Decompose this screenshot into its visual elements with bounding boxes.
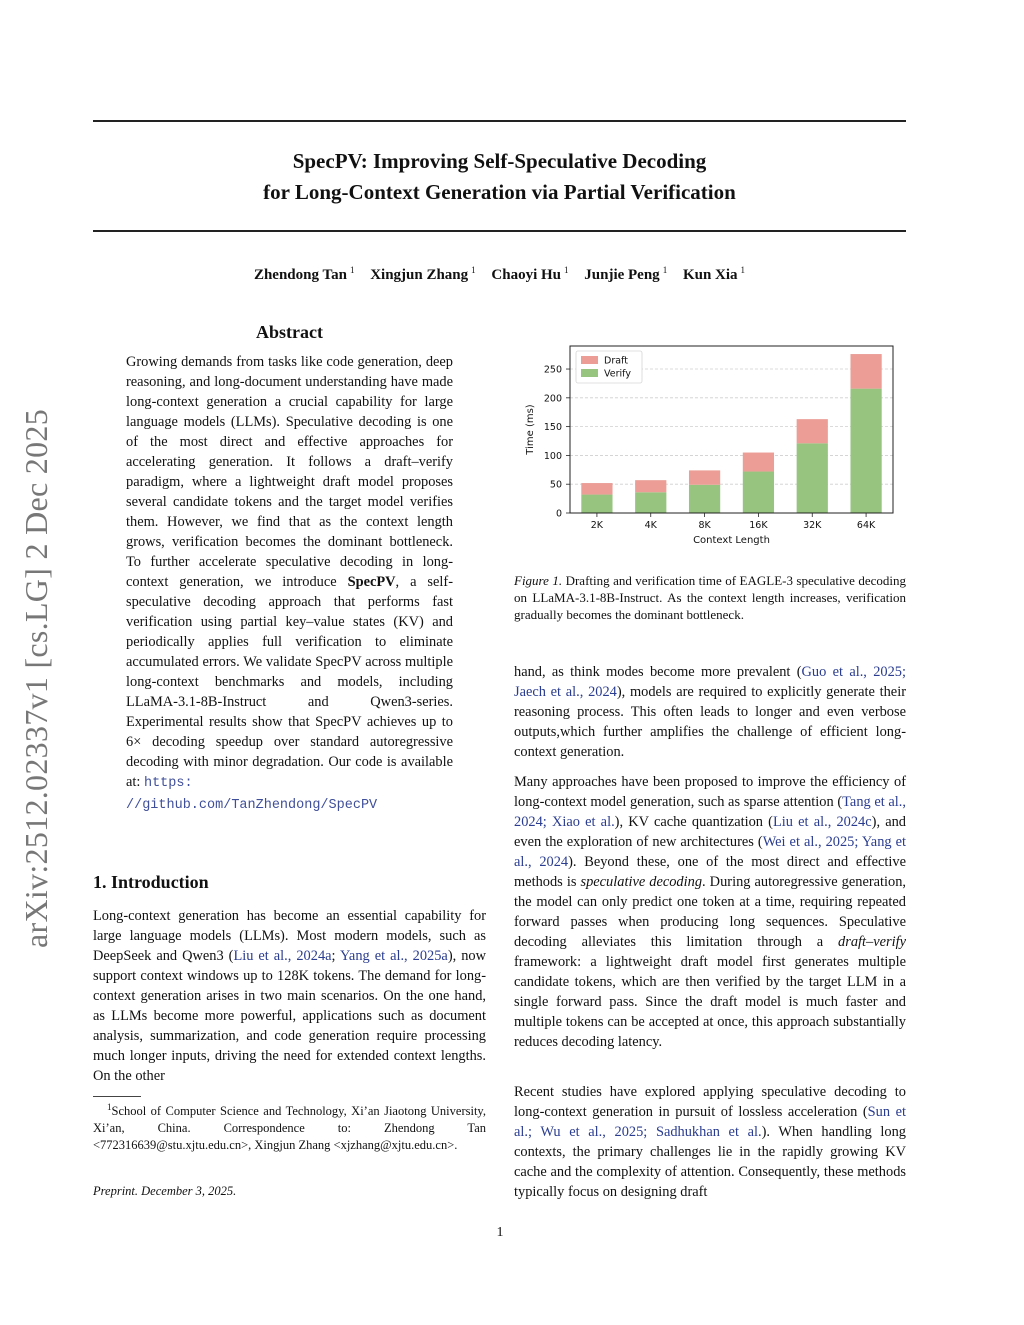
x-tick-label: 16K: [749, 520, 768, 531]
preprint-note: Preprint. December 3, 2025.: [93, 1184, 237, 1198]
right-paragraph-3: Recent studies have explored applying speculative decoding to long-context generation in pursuit of lossless acceleration (Sun et al.; Wu et al., 2025; Sadhukhan et al.). When handling long contexts, the primary challenges lie in the rapidly growing KV cache and the complexity of attention. Consequently, these methods typically focus on designing draft: [514, 1084, 906, 1200]
intro-heading: 1. Introduction: [93, 872, 209, 892]
method-name: SpecPV: [347, 574, 396, 590]
bar-verify: [689, 485, 720, 513]
title-top-rule: [93, 120, 906, 122]
y-tick-label: 100: [543, 450, 562, 462]
abstract-body: Growing demands from tasks like code generation, deep reasoning, and long-document understanding have made long-context generation a crucial capability for large language models (LLMs). Speculative decoding is one of the most direct and effective approaches for accelerating generation. It follows a draft–verify paradigm, where a lightweight draft model proposes several candidate tokens and the target model verifies them. However, we find that as the context length grows, verification becomes the dominant bottleneck. To further accelerate speculative decoding in long-context generation, we introduce SpecPV, a self-speculative decoding approach that performs fast verification using partial key–value states (KV) and periodically applies full verification to eliminate accumulated errors. We validate SpecPV across multiple long-context benchmarks and models, including LLaMA-3.1-8B-Instruct and Qwen3-series. Experimental results show that SpecPV achieves up to 6× decoding speedup over standard autoregressive decoding with minor degradation. Our code is available at: https: //github.com/TanZhendong/SpecPV: [126, 354, 453, 813]
author: Zhendong Tan $^1$: [253, 265, 355, 283]
legend-swatch: [581, 356, 598, 364]
author: Junjie Peng $^1$: [584, 265, 668, 283]
abstract-heading: Abstract: [256, 322, 323, 342]
title-line-2: for Long-Context Generation via Partial Verification: [263, 180, 736, 204]
footnote-rule: [93, 1096, 141, 1097]
right-paragraph-2: Many approaches have been proposed to improve the efficiency of long-context model generation, such as sparse attention (Tang et al., 2024; Xiao et al.), KV cache quantization (Liu et al., 2024c), and even the exploration of new architectures (Wei et al., 2025; Yang et al., 2024). Beyond these, one of the most direct and effective methods is speculative decoding. During autoregressive generation, the model can only predict one token at a time, requiring repeated forward passes when producing long sequences. Speculative decoding alleviates this limitation through a draft–verify framework: a lightweight draft model first generates multiple candidate tokens, which are then verified by the target LLM in a single forward pass. Since the draft model is much faster and multiple tokens can be accepted at once, this approach substantially reduces decoding latency.: [514, 774, 907, 1050]
y-tick-label: 150: [543, 422, 562, 434]
author: Kun Xia $^1$: [682, 265, 746, 283]
y-axis-label: Time (ms): [525, 404, 536, 455]
right-paragraph-1: hand, as think modes become more prevalent (Guo et al., 2025; Jaech et al., 2024), models are required to explicitly generate their reasoning process. This often leads to longer and even verbose outputs,which further amplifies the challenge of efficient long-context generation.: [514, 664, 906, 760]
bar-chart: [515, 338, 906, 556]
bar-verify: [797, 443, 828, 513]
bar-verify: [743, 472, 774, 513]
legend-swatch: [581, 369, 598, 377]
figure-caption: Figure 1. Drafting and verification time of EAGLE-3 speculative decoding on LLaMA-3.1-8B-Instruct. As the context length increases, verification gradually becomes the dominant bottleneck.: [514, 573, 907, 622]
citation-link[interactable]: Sun et al.; Wu et al., 2025; Sadhukhan et al.: [514, 1104, 906, 1140]
citation-link[interactable]: Tang et al., 2024; Xiao et al.: [514, 794, 906, 830]
legend-label: Verify: [604, 368, 631, 380]
intro-paragraph: Long-context generation has become an essential capability for large language models (LLMs). Most modern models, such as DeepSeek and Qwen3 (Liu et al., 2024a; Yang et al., 2025a), now support context windows up to 128K tokens. The demand for long-context generation arises in two main scenarios. On the one hand, as LLMs become more powerful, applications such as document analysis, summarization, and code generation require processing much longer inputs, driving the need for extended context lengths. On the other: [93, 908, 486, 1084]
x-tick-label: 4K: [644, 520, 657, 531]
x-axis-label: Context Length: [693, 535, 770, 546]
y-tick-label: 200: [543, 393, 562, 405]
y-tick-label: 50: [549, 479, 562, 491]
y-tick-label: 250: [543, 364, 562, 376]
bar-draft: [581, 483, 612, 495]
code-url[interactable]: https: //github.com/TanZhendong/SpecPV: [126, 776, 378, 813]
paper-title: [93, 146, 906, 208]
citation-link[interactable]: Liu et al., 2024a: [233, 948, 332, 964]
x-tick-label: 32K: [803, 520, 822, 531]
bar-draft: [689, 470, 720, 484]
author: Chaoyi Hu $^1$: [491, 265, 569, 283]
author-list: [93, 265, 906, 284]
x-tick-label: 8K: [698, 520, 711, 531]
footnote: $^1$School of Computer Science and Technology, Xi’an Jiaotong University, Xi’an, China. Correspondence to: Zhendong Tan <772316639@stu.xjtu.edu.cn>, Xingjun Zhang <xjzhang@xjtu.edu.cn>.: [93, 1102, 486, 1153]
bar-verify: [581, 495, 612, 513]
y-tick-label: 0: [555, 508, 562, 520]
citation-link[interactable]: Wei et al., 2025; Yang et al., 2024: [514, 834, 906, 870]
legend-label: Draft: [604, 355, 628, 367]
arxiv-side-stamp: arXiv:2512.02337v1 [cs.LG] 2 Dec 2025: [18, 409, 54, 948]
bar-draft: [850, 354, 881, 389]
bar-draft: [635, 480, 666, 492]
citation-link[interactable]: Liu et al., 2024c: [772, 814, 872, 830]
x-tick-label: 2K: [590, 520, 604, 531]
author: Xingjun Zhang $^1$: [370, 265, 476, 283]
x-tick-label: 64K: [856, 520, 876, 531]
page-number: 1: [496, 1225, 504, 1240]
bar-verify: [635, 492, 666, 513]
citation-link[interactable]: Yang et al., 2025a: [339, 948, 448, 964]
bar-verify: [850, 389, 881, 513]
citation-link[interactable]: Guo et al., 2025; Jaech et al., 2024: [514, 664, 906, 700]
bar-draft: [797, 419, 828, 443]
title-bottom-rule: [93, 230, 906, 232]
bar-draft: [743, 453, 774, 472]
title-line-1: SpecPV: Improving Self-Speculative Decoding: [292, 149, 707, 173]
